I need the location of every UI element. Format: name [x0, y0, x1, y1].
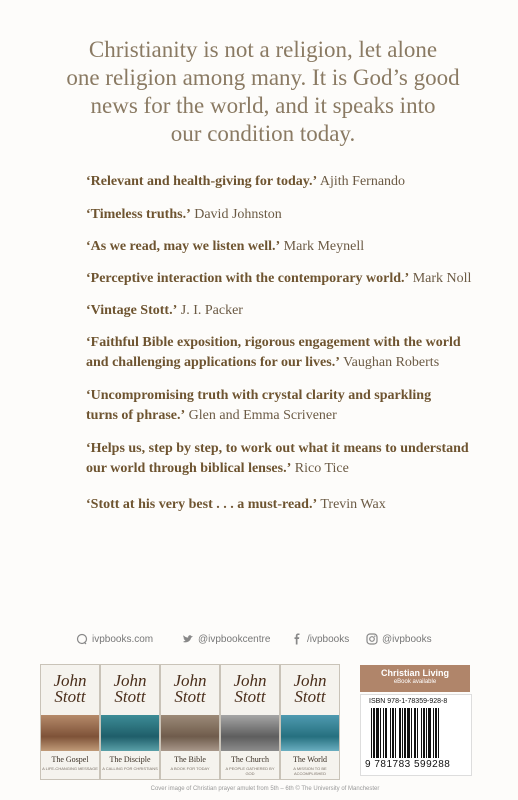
endorsement-3	[86, 237, 486, 257]
book-cover-image	[221, 715, 279, 751]
instagram-icon	[366, 633, 378, 645]
endorsement-text: ‘Timeless truths.’	[86, 207, 191, 222]
endorsement-author: Trevin Wax	[320, 497, 386, 512]
book-author: John Stott	[53, 671, 87, 706]
book-author: John Stott	[113, 671, 147, 706]
book-subtitle: A LIFE-CHANGING MESSAGE	[42, 766, 98, 771]
barcode-number: 9 781783 599288	[365, 759, 451, 770]
endorsement-text-cont: and challenging applications for our lives.’	[86, 355, 340, 370]
endorsement-author: Vaughan Roberts	[343, 355, 440, 370]
endorsement-2	[86, 205, 486, 225]
chat-icon	[76, 633, 88, 645]
isbn-text: ISBN 978-1-78359-928-8	[369, 698, 448, 705]
book-subtitle: A PEOPLE GATHERED BY GOD	[225, 766, 275, 776]
endorsement-text: ‘As we read, may we listen well.’	[86, 239, 281, 254]
book-cover-image	[281, 715, 339, 751]
endorsement-author: David Johnston	[194, 207, 282, 222]
endorsement-7	[86, 386, 486, 426]
twitter-label: @ivpbookcentre	[198, 633, 271, 645]
cover-image-credit: Cover image of Christian prayer amulet from 5th – 6th © The University of Manchester	[150, 786, 380, 792]
book-cover-disciple	[100, 664, 160, 780]
endorsement-author: Rico Tice	[294, 461, 349, 476]
twitter-icon	[182, 633, 194, 645]
website-label: ivpbooks.com	[92, 633, 154, 645]
book-author: John Stott	[293, 671, 327, 706]
endorsement-text: ‘Uncompromising truth with crystal clarity and sparkling	[86, 388, 432, 403]
barcode-panel	[360, 694, 472, 776]
social-links	[76, 633, 476, 653]
lead-statement	[58, 36, 468, 148]
book-subtitle: A CALLING FOR CHRISTIANS	[102, 766, 158, 771]
endorsement-9	[86, 495, 486, 515]
lead-line-3: news for the world, and it speaks into	[90, 93, 436, 118]
book-cover-gospel	[40, 664, 100, 780]
barcode-graphic	[369, 708, 465, 758]
book-title: The Disciple	[109, 755, 151, 764]
lead-line-1: Christianity is not a religion, let alone	[88, 37, 438, 62]
endorsement-text: ‘Vintage Stott.’	[86, 303, 178, 318]
book-title: The World	[292, 755, 328, 764]
lead-line-2: one religion among many. It is God’s good	[66, 65, 460, 90]
book-cover-world	[280, 664, 340, 780]
endorsement-4	[86, 269, 486, 289]
book-cover-image	[161, 715, 219, 751]
endorsement-text: ‘Relevant and health-giving for today.’	[86, 174, 318, 189]
endorsement-author: Ajith Fernando	[319, 174, 406, 189]
instagram-label: @ivpbooks	[382, 633, 432, 645]
endorsement-author: Glen and Emma Scrivener	[188, 408, 337, 423]
facebook-link[interactable]	[291, 633, 349, 645]
endorsement-text-cont: our world through biblical lenses.’	[86, 461, 292, 476]
book-title: The Gospel	[51, 755, 89, 764]
twitter-link[interactable]	[182, 633, 270, 645]
book-subtitle: A MISSION TO BE ACCOMPLISHED	[293, 766, 327, 776]
instagram-link[interactable]	[366, 633, 432, 645]
book-cover-image	[41, 715, 99, 751]
endorsement-author: Mark Noll	[412, 271, 472, 286]
endorsement-1	[86, 172, 486, 192]
book-cover-image	[101, 715, 159, 751]
book-subtitle: A BOOK FOR TODAY	[170, 766, 210, 771]
facebook-icon	[291, 633, 303, 645]
endorsement-author: J. I. Packer	[180, 303, 243, 318]
category-label: Christian Living	[380, 668, 449, 678]
endorsement-8	[86, 439, 486, 479]
endorsement-text: ‘Perceptive interaction with the contemporary world.’	[86, 271, 410, 286]
endorsement-text: ‘Helps us, step by step, to work out what it means to understand	[86, 441, 469, 456]
book-cover-church	[220, 664, 280, 780]
endorsement-text: ‘Faithful Bible exposition, rigorous engagement with the world	[86, 335, 461, 350]
website-link[interactable]	[76, 633, 153, 645]
facebook-label: /ivpbooks	[307, 633, 350, 645]
book-author: John Stott	[173, 671, 207, 706]
endorsement-5	[86, 301, 486, 321]
book-title: The Church	[231, 755, 269, 764]
category-badge	[360, 665, 470, 692]
endorsement-6	[86, 333, 486, 373]
lead-line-4: our condition today.	[170, 121, 356, 146]
endorsement-author: Mark Meynell	[283, 239, 365, 254]
endorsement-text: ‘Stott at his very best . . . a must-read.’	[86, 497, 318, 512]
ebook-note: eBook available	[393, 679, 437, 685]
book-cover-bible	[160, 664, 220, 780]
book-author: John Stott	[233, 671, 267, 706]
endorsement-text-cont: turns of phrase.’	[86, 408, 186, 423]
book-title: The Bible	[174, 755, 206, 764]
